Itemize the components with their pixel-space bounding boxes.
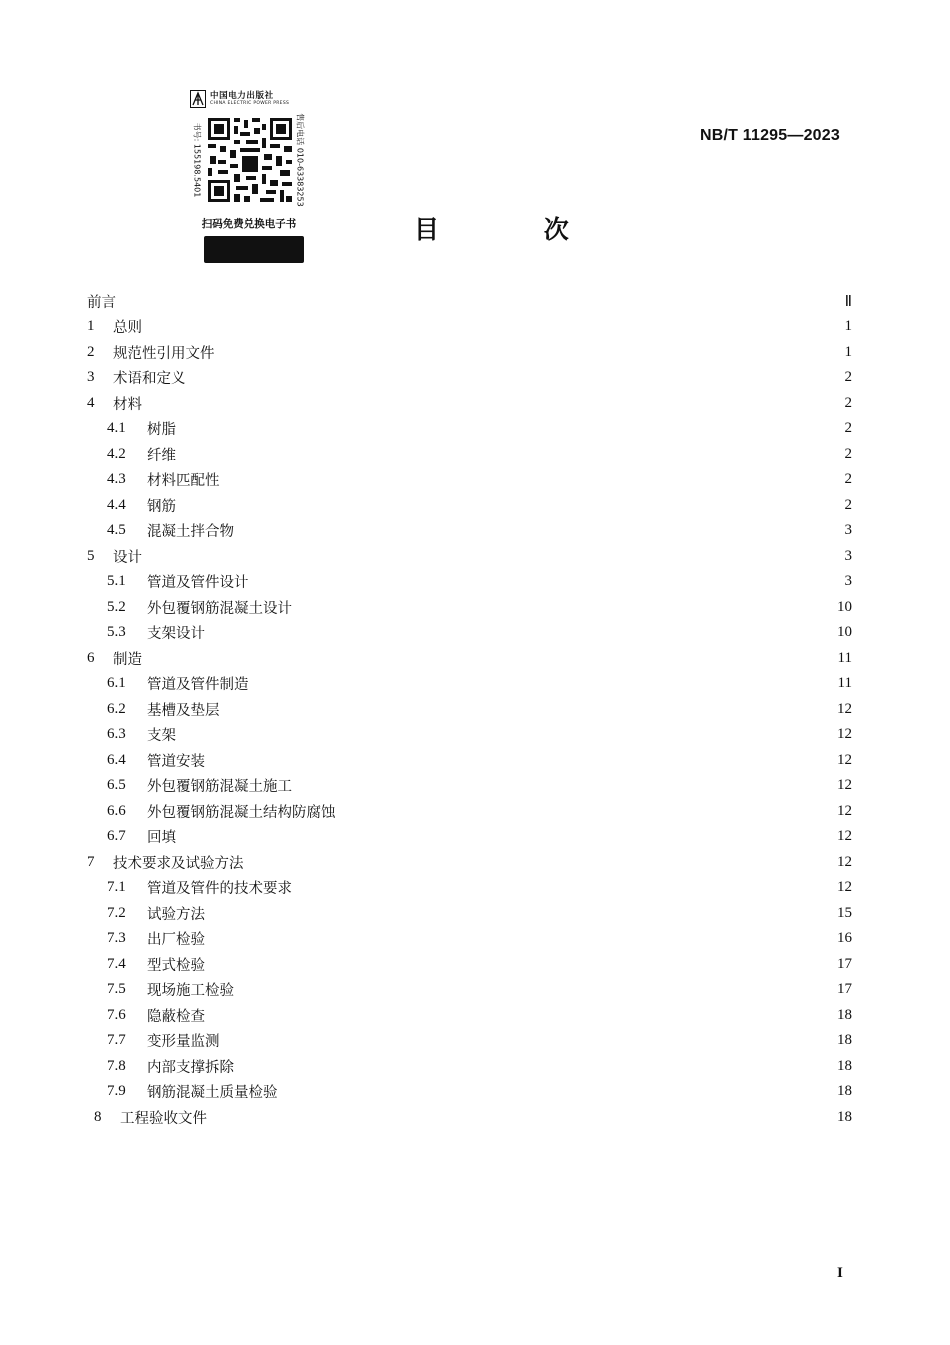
toc-entry[interactable] xyxy=(87,851,852,873)
toc-entry-number: 5.1 xyxy=(107,573,126,589)
toc-entry-label: 技术要求及试验方法 xyxy=(113,855,244,872)
toc-entry-number: 7.9 xyxy=(107,1083,126,1099)
toc-leader-dots xyxy=(190,367,841,389)
toc-entry-label: 管道及管件制造 xyxy=(147,677,249,693)
toc-entry-page: 15 xyxy=(837,904,852,921)
toc-entry[interactable] xyxy=(107,928,852,950)
toc-entry[interactable] xyxy=(107,1004,852,1026)
standard-number: NB/T 11295—2023 xyxy=(700,127,840,144)
toc-entry-page: 3 xyxy=(844,573,852,589)
toc-entry-label: 外包覆钢筋混凝土结构防腐蚀 xyxy=(147,804,336,821)
toc-leader-dots xyxy=(180,826,833,848)
toc-entry-number: 6.6 xyxy=(107,802,126,819)
toc-entry[interactable] xyxy=(107,826,852,848)
toc-entry-page: Ⅱ xyxy=(844,293,852,310)
toc-entry[interactable] xyxy=(107,902,852,924)
toc-entry-page: 12 xyxy=(837,828,852,844)
toc-entry-label: 回填 xyxy=(147,830,176,846)
toc-entry-page: 2 xyxy=(844,369,852,385)
toc-entry-label: 纤维 xyxy=(147,447,176,464)
toc-entry-label: 出厂检验 xyxy=(147,932,205,948)
toc-entry-number: 7.7 xyxy=(107,1032,126,1048)
toc-entry-label: 管道及管件设计 xyxy=(147,575,249,591)
toc-entry-number: 4.2 xyxy=(107,445,126,462)
toc-leader-dots xyxy=(296,596,833,618)
toc-leader-dots xyxy=(248,851,834,873)
toc-entry-page: 12 xyxy=(837,879,852,895)
toc-entry-number: 6.3 xyxy=(107,726,126,742)
toc-entry[interactable] xyxy=(107,622,852,644)
toc-entry-number: 2 xyxy=(87,343,95,360)
toc-entry-number: 6.4 xyxy=(107,751,126,768)
toc-entry[interactable] xyxy=(87,290,852,312)
toc-entry[interactable] xyxy=(87,392,852,414)
toc-leader-dots xyxy=(253,571,841,593)
toc-entry-number: 6.5 xyxy=(107,777,126,793)
toc-entry[interactable] xyxy=(107,443,852,465)
publisher-stamp xyxy=(190,86,308,264)
toc-leader-dots xyxy=(282,1081,834,1103)
toc-entry-label: 工程验收文件 xyxy=(120,1110,207,1127)
toc-entry-page: 12 xyxy=(837,726,852,742)
sales-phone-container xyxy=(294,113,306,207)
toc-entry[interactable] xyxy=(87,316,852,338)
toc-leader-dots xyxy=(209,749,833,771)
toc-entry-label: 管道及管件的技术要求 xyxy=(147,881,292,897)
toc-entry-label: 钢筋 xyxy=(147,498,176,515)
redeem-code-box xyxy=(204,236,304,263)
toc-entry[interactable] xyxy=(107,494,852,516)
toc-entry-number: 7.8 xyxy=(107,1057,126,1074)
toc-entry[interactable] xyxy=(87,341,852,363)
toc-entry[interactable] xyxy=(107,749,852,771)
toc-entry-label: 规范性引用文件 xyxy=(113,345,215,362)
toc-entry-page: 2 xyxy=(844,394,852,411)
toc-entry-label: 现场施工检验 xyxy=(147,983,234,999)
toc-entry[interactable] xyxy=(107,979,852,1001)
qr-code-icon[interactable] xyxy=(206,116,294,204)
toc-entry-page: 12 xyxy=(837,853,852,870)
toc-leader-dots xyxy=(209,953,833,975)
toc-entry[interactable] xyxy=(107,698,852,720)
toc-leader-dots xyxy=(146,316,841,338)
publisher-line xyxy=(190,86,308,112)
toc-entry-page: 11 xyxy=(837,675,852,691)
toc-entry-number: 7 xyxy=(87,853,95,870)
toc-entry-page: 10 xyxy=(837,624,852,640)
toc-entry-page: 12 xyxy=(837,777,852,793)
toc-entry[interactable] xyxy=(107,1055,852,1077)
toc-entry-page: 18 xyxy=(837,1006,852,1023)
toc-entry-page: 11 xyxy=(837,649,852,666)
toc-entry-number: 3 xyxy=(87,369,95,385)
toc-leader-dots xyxy=(340,800,834,822)
toc-entry[interactable] xyxy=(94,1106,852,1128)
toc-leader-dots xyxy=(180,418,841,440)
toc-entry-label: 混凝土拌合物 xyxy=(147,524,234,540)
toc-entry[interactable] xyxy=(87,545,852,567)
sales-phone: 售后电话 010-63383253 xyxy=(295,113,305,207)
toc-leader-dots xyxy=(146,392,841,414)
toc-entry[interactable] xyxy=(107,1030,852,1052)
toc-entry-page: 3 xyxy=(844,522,852,538)
toc-leader-dots xyxy=(296,775,833,797)
toc-entry-label: 内部支撑拆除 xyxy=(147,1059,234,1076)
publisher-name-en: CHINA ELECTRIC POWER PRESS xyxy=(210,101,290,106)
toc-entry-number: 7.3 xyxy=(107,930,126,946)
toc-entry[interactable] xyxy=(107,596,852,618)
toc-entry[interactable] xyxy=(107,1081,852,1103)
toc-entry[interactable] xyxy=(107,571,852,593)
toc-entry-number: 6 xyxy=(87,649,95,666)
toc-entry-label: 支架设计 xyxy=(147,626,205,642)
toc-entry-page: 2 xyxy=(844,445,852,462)
toc-entry-label: 外包覆钢筋混凝土设计 xyxy=(147,600,292,617)
toc-leader-dots xyxy=(146,647,834,669)
toc-entry-page: 12 xyxy=(837,700,852,717)
toc-entry-number: 6.2 xyxy=(107,700,126,717)
toc-entry[interactable] xyxy=(107,520,852,542)
toc-entry-number: 7.5 xyxy=(107,981,126,997)
toc-entry-number: 4.5 xyxy=(107,522,126,538)
toc-entry-label: 钢筋混凝土质量检验 xyxy=(147,1085,278,1101)
toc-entry-number: 7.4 xyxy=(107,955,126,972)
toc-entry-number: 4.4 xyxy=(107,496,126,513)
page-number: I xyxy=(837,1265,843,1281)
toc-entry-label: 型式检验 xyxy=(147,957,205,974)
toc-entry-page: 18 xyxy=(837,1057,852,1074)
toc-leader-dots xyxy=(224,1030,834,1052)
toc-leader-dots xyxy=(219,341,841,363)
toc-entry-label: 试验方法 xyxy=(147,906,205,923)
toc-entry-page: 10 xyxy=(837,598,852,615)
toc-entry-label: 变形量监测 xyxy=(147,1034,220,1050)
toc-entry[interactable] xyxy=(87,367,852,389)
toc-leader-dots xyxy=(209,928,833,950)
toc-entry[interactable] xyxy=(107,775,852,797)
toc-entry-label: 支架 xyxy=(147,728,176,744)
toc-entry[interactable] xyxy=(107,673,852,695)
toc-entry-number: 7.1 xyxy=(107,879,126,895)
toc-entry-page: 18 xyxy=(837,1032,852,1048)
toc-entry[interactable] xyxy=(107,877,852,899)
toc-leader-dots xyxy=(120,290,841,312)
toc-leader-dots xyxy=(238,1055,833,1077)
publisher-name-cn: 中国电力出版社 xyxy=(210,91,274,101)
toc-entry-page: 12 xyxy=(837,802,852,819)
toc-entry-number: 5.3 xyxy=(107,624,126,640)
book-number-container xyxy=(192,116,202,204)
book-number: 书号: 155198.5401 xyxy=(192,122,202,198)
toc-entry-label: 基槽及垫层 xyxy=(147,702,220,719)
toc-leader-dots xyxy=(209,622,833,644)
toc-leader-dots xyxy=(238,979,833,1001)
toc-entry[interactable] xyxy=(107,724,852,746)
table-of-contents xyxy=(0,290,950,1140)
toc-entry-page: 18 xyxy=(837,1083,852,1099)
toc-entry-page: 2 xyxy=(844,471,852,487)
toc-leader-dots xyxy=(146,545,841,567)
toc-entry-number: 5 xyxy=(87,547,95,564)
toc-entry-label: 前言 xyxy=(87,294,116,311)
toc-entry-number: 7.2 xyxy=(107,904,126,921)
toc-entry-page: 3 xyxy=(844,547,852,564)
toc-entry-page: 18 xyxy=(837,1108,852,1125)
toc-entry-number: 4.3 xyxy=(107,471,126,487)
toc-entry-page: 16 xyxy=(837,930,852,946)
toc-entry-label: 术语和定义 xyxy=(113,371,186,387)
publisher-logo-icon xyxy=(190,90,206,108)
toc-leader-dots xyxy=(180,443,841,465)
toc-leader-dots xyxy=(296,877,833,899)
toc-entry-label: 材料匹配性 xyxy=(147,473,220,489)
toc-entry-label: 制造 xyxy=(113,651,142,668)
toc-entry-page: 2 xyxy=(844,496,852,513)
toc-leader-dots xyxy=(180,724,833,746)
toc-entry-label: 材料 xyxy=(113,396,142,413)
toc-entry[interactable] xyxy=(87,647,852,669)
toc-entry-number: 6.1 xyxy=(107,675,126,691)
toc-leader-dots xyxy=(224,469,841,491)
toc-entry-number: 6.7 xyxy=(107,828,126,844)
toc-entry-number: 5.2 xyxy=(107,598,126,615)
toc-entry[interactable] xyxy=(107,469,852,491)
toc-entry[interactable] xyxy=(107,800,852,822)
scan-redeem-text: 扫码免费兑换电子书 xyxy=(201,218,297,230)
toc-leader-dots xyxy=(211,1106,833,1128)
toc-entry-label: 总则 xyxy=(113,320,142,336)
toc-entry-page: 1 xyxy=(844,343,852,360)
toc-entry-page: 1 xyxy=(844,318,852,334)
toc-leader-dots xyxy=(238,520,841,542)
toc-entry-page: 12 xyxy=(837,751,852,768)
toc-entry-number: 1 xyxy=(87,318,95,334)
toc-entry[interactable] xyxy=(107,418,852,440)
page-title: 目 次 xyxy=(414,215,617,244)
toc-entry-label: 树脂 xyxy=(147,422,176,438)
toc-entry[interactable] xyxy=(107,953,852,975)
toc-entry-label: 管道安装 xyxy=(147,753,205,770)
toc-entry-page: 17 xyxy=(837,981,852,997)
toc-entry-number: 8 xyxy=(94,1108,102,1125)
toc-leader-dots xyxy=(180,494,841,516)
toc-entry-number: 7.6 xyxy=(107,1006,126,1023)
toc-entry-number: 4 xyxy=(87,394,95,411)
toc-entry-label: 设计 xyxy=(113,549,142,566)
toc-entry-page: 17 xyxy=(837,955,852,972)
toc-leader-dots xyxy=(209,902,833,924)
toc-entry-number: 4.1 xyxy=(107,420,126,436)
toc-leader-dots xyxy=(224,698,834,720)
toc-leader-dots xyxy=(253,673,834,695)
toc-entry-label: 外包覆钢筋混凝土施工 xyxy=(147,779,292,795)
toc-entry-page: 2 xyxy=(844,420,852,436)
toc-entry-label: 隐蔽检查 xyxy=(147,1008,205,1025)
toc-leader-dots xyxy=(209,1004,833,1026)
